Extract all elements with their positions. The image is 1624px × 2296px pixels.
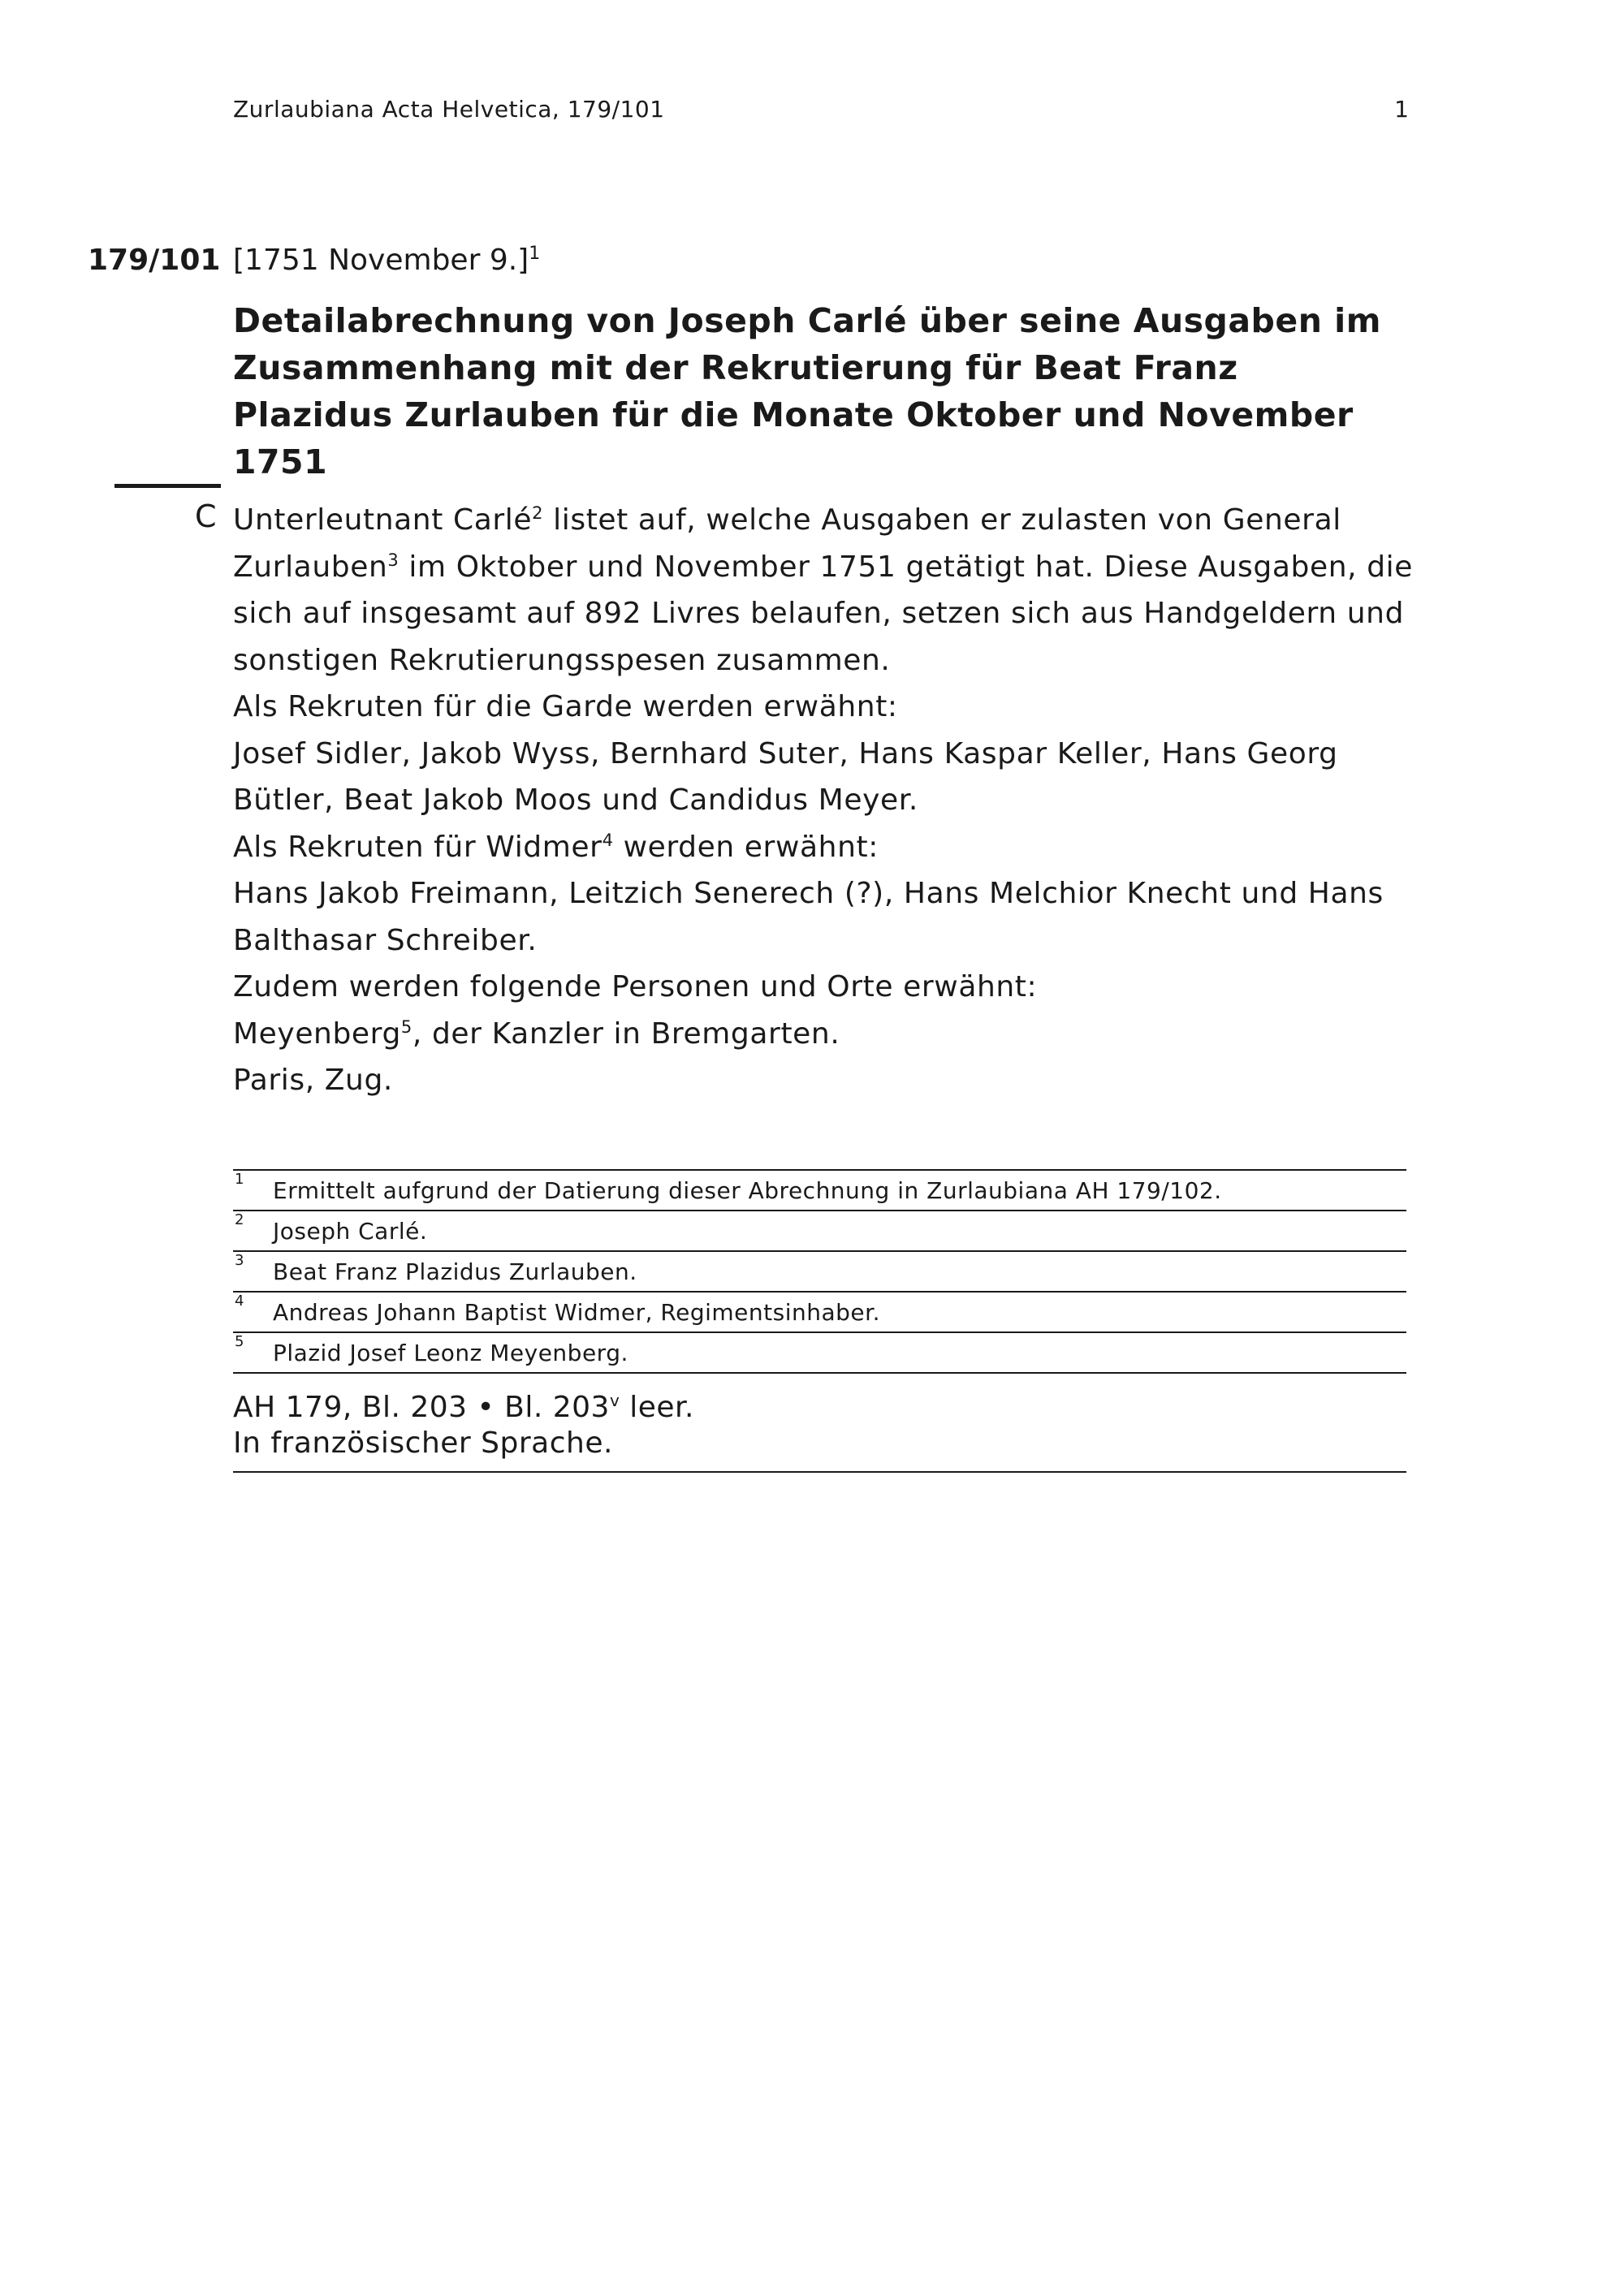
summary-text: listet auf, welche Ausgaben er zulasten von General Zurlauben [233, 503, 1341, 584]
summary-text: im Oktober und November 1751 getätigt hat. Diese Ausgaben, die sich auf insgesamt auf 892 Livres belaufen, setzen sich aus Handgeldern und sonstigen Rekrutierungsspesen zusammen. [233, 550, 1413, 677]
widmer-heading [233, 824, 1419, 871]
mentions-heading: Zudem werden folgende Personen und Orte erwähnt: [233, 970, 1038, 1003]
footnote-text: Andreas Johann Baptist Widmer, Regimentsinhaber. [273, 1299, 880, 1326]
footnote-ref-3: 3 [387, 550, 400, 570]
source-text: leer. [620, 1391, 694, 1424]
source-info [233, 1390, 1406, 1473]
garde-heading: Als Rekruten für die Garde werden erwähnt: [233, 690, 898, 723]
footnote [233, 1333, 1406, 1374]
margin-rule [114, 484, 221, 488]
mentions-persons [233, 1011, 1419, 1058]
margin-letter: C [195, 498, 217, 534]
entry-title: Detailabrechnung von Joseph Carlé über seine Ausgaben im Zusammenhang mit der Rekrutierung für Beat Franz Plazidus Zurlauben für die Monate Oktober und November 1751 [233, 301, 1381, 481]
garde-recruits: Josef Sidler, Jakob Wyss, Bernhard Suter, Hans Kaspar Keller, Hans Georg Bütler, Beat Jakob Moos und Candidus Meyer. [233, 736, 1338, 817]
entry-date [233, 244, 540, 277]
footnote-ref-2: 2 [532, 503, 544, 523]
mentions-places: Paris, Zug. [233, 1064, 393, 1097]
footnote [233, 1211, 1406, 1252]
source-text: AH 179, Bl. 203 • Bl. 203 [233, 1391, 610, 1424]
summary-body [233, 497, 1419, 1104]
entry-number: 179/101 [88, 244, 221, 277]
footnote-text: Joseph Carlé. [273, 1218, 428, 1245]
language-note: In französischer Sprache. [233, 1426, 613, 1460]
footnote-ref-5: 5 [400, 1016, 412, 1037]
page-number: 1 [1394, 96, 1409, 123]
footnote-ref-4: 4 [602, 830, 614, 850]
widmer-heading-text: werden erwähnt: [613, 830, 879, 864]
footnote-number: 5 [235, 1333, 244, 1350]
mentions-text: , der Kanzler in Bremgarten. [412, 1016, 840, 1051]
footnote-text: Beat Franz Plazidus Zurlauben. [273, 1258, 637, 1285]
summary-paragraph [233, 497, 1419, 684]
footnote-number: 1 [235, 1171, 244, 1188]
footnote [233, 1293, 1406, 1333]
footnote-number: 3 [235, 1252, 244, 1269]
footnotes [233, 1169, 1406, 1374]
summary-text: Unterleutnant Carlé [233, 503, 533, 537]
footnote-number: 2 [235, 1211, 244, 1228]
footnote-text: Plazid Josef Leonz Meyenberg. [273, 1340, 628, 1366]
footnote-number: 4 [235, 1293, 244, 1310]
verso-mark: v [609, 1391, 620, 1410]
running-header: Zurlaubiana Acta Helvetica, 179/101 [233, 96, 665, 123]
footnote [233, 1171, 1406, 1211]
source-line [233, 1390, 1406, 1426]
entry-date-text: [1751 November 9.] [233, 244, 529, 277]
mentions-text: Meyenberg [233, 1016, 401, 1051]
footnote-ref-1: 1 [529, 244, 541, 264]
widmer-recruits: Hans Jakob Freimann, Leitzich Senerech (?), Hans Melchior Knecht und Hans Balthasar Schreiber. [233, 877, 1384, 957]
footnote [233, 1252, 1406, 1293]
footnote-text: Ermittelt aufgrund der Datierung dieser Abrechnung in Zurlaubiana AH 179/102. [273, 1177, 1222, 1204]
widmer-heading-text: Als Rekruten für Widmer [233, 830, 603, 864]
